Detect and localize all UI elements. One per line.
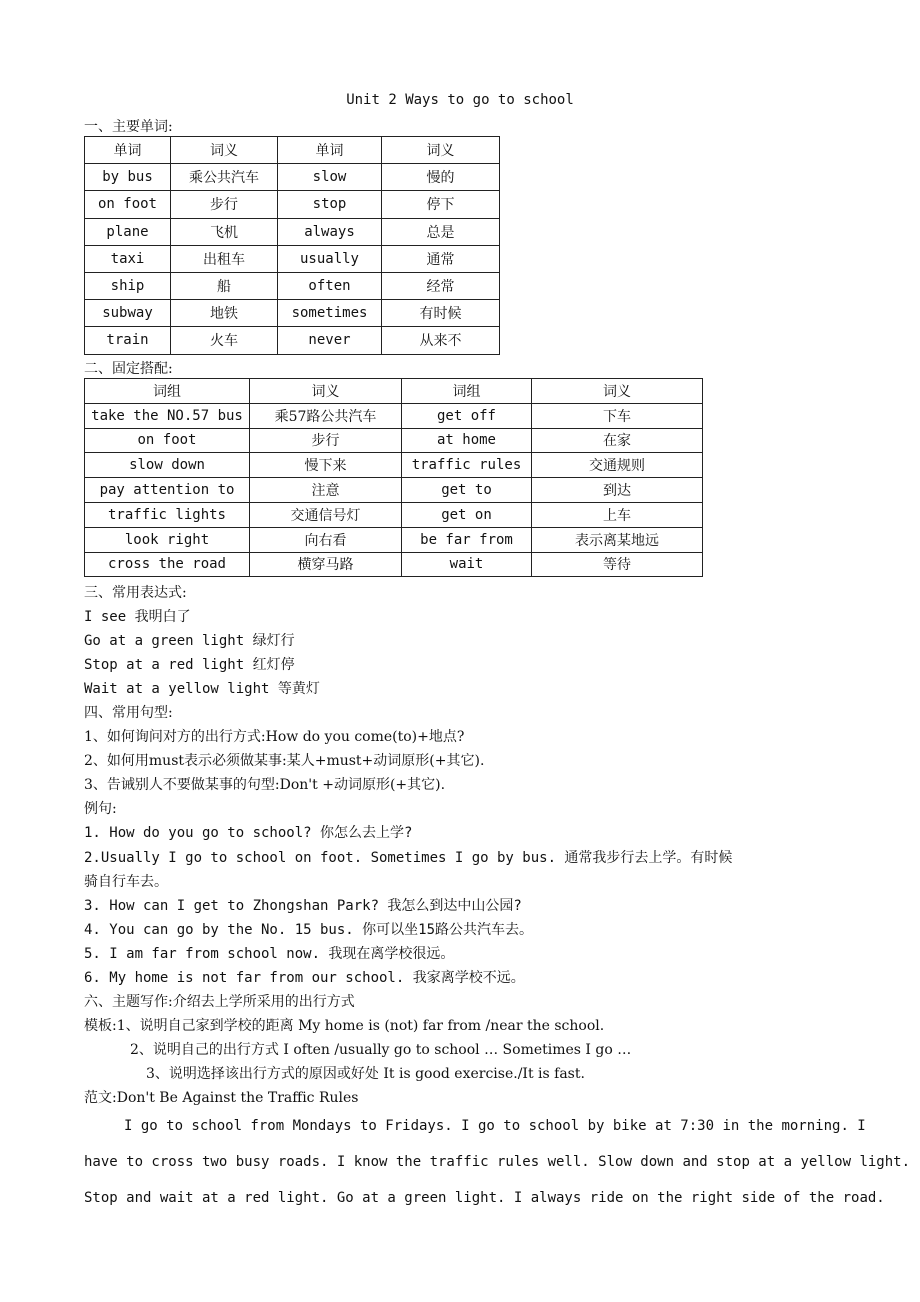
template-line: 3、说明选择该出行方式的原因或好处 It is good exercise./It is fast.: [146, 1066, 585, 1082]
table-cell: 慢下来: [250, 453, 402, 478]
section2-heading: 二、固定搭配:: [84, 361, 173, 377]
page-title: Unit 2 Ways to go to school: [346, 92, 574, 108]
table-cell: 乘57路公共汽车: [250, 403, 402, 428]
table-row: [85, 453, 703, 478]
table-cell: 有时候: [382, 300, 500, 327]
table-cell: 停下: [382, 191, 500, 218]
table-header-cell: 单词: [85, 137, 171, 164]
table-cell: 火车: [171, 327, 278, 354]
template-line: 模板:1、说明自己家到学校的距离 My home is (not) far from /near the school.: [84, 1018, 605, 1034]
table-row: [85, 478, 703, 503]
table-cell: 慢的: [382, 164, 500, 191]
table-row: [85, 327, 500, 354]
sample-paragraph-line: Stop and wait at a red light. Go at a green light. I always ride on the right side of the road.: [84, 1190, 885, 1206]
expression-line: Stop at a red light 红灯停: [84, 657, 295, 673]
table-cell: cross the road: [85, 552, 250, 577]
table-cell: always: [278, 218, 382, 245]
sample-paragraph-line: I go to school from Mondays to Fridays. I go to school by bike at 7:30 in the morning. I: [124, 1118, 866, 1134]
table-cell: 步行: [250, 428, 402, 453]
table-header-cell: 词组: [402, 379, 532, 404]
table-cell: 等待: [532, 552, 703, 577]
example-sentence: 3. How can I get to Zhongshan Park? 我怎么到达中山公园?: [84, 898, 522, 914]
table-cell: stop: [278, 191, 382, 218]
table-cell: take the NO.57 bus: [85, 403, 250, 428]
table-cell: 经常: [382, 272, 500, 299]
table-cell: 注意: [250, 478, 402, 503]
table-header-cell: 词义: [250, 379, 402, 404]
table-cell: 从来不: [382, 327, 500, 354]
table-cell: 横穿马路: [250, 552, 402, 577]
expression-line: Wait at a yellow light 等黄灯: [84, 681, 320, 697]
table-cell: 向右看: [250, 527, 402, 552]
table-row: [85, 164, 500, 191]
table-row: [85, 191, 500, 218]
pattern-line: 3、告诫别人不要做某事的句型:Don't +动词原形(+其它).: [84, 777, 446, 793]
table-cell: 乘公共汽车: [171, 164, 278, 191]
table-cell: 在家: [532, 428, 703, 453]
table-cell: pay attention to: [85, 478, 250, 503]
table-cell: look right: [85, 527, 250, 552]
table-cell: plane: [85, 218, 171, 245]
table-row: [85, 502, 703, 527]
table-cell: 交通信号灯: [250, 502, 402, 527]
table-cell: traffic rules: [402, 453, 532, 478]
table-cell: on foot: [85, 191, 171, 218]
table-header-cell: 词义: [382, 137, 500, 164]
table-cell: sometimes: [278, 300, 382, 327]
section6-heading: 六、主题写作:介绍去上学所采用的出行方式: [84, 994, 355, 1010]
vocab-table: [84, 136, 500, 355]
table-cell: taxi: [85, 245, 171, 272]
table-cell: by bus: [85, 164, 171, 191]
table-row: [85, 245, 500, 272]
section4-heading: 四、常用句型:: [84, 705, 173, 721]
template-line: 2、说明自己的出行方式 I often /usually go to school … Sometimes I go …: [130, 1042, 632, 1058]
table-cell: often: [278, 272, 382, 299]
table-row: [85, 300, 500, 327]
table-header-row: [85, 379, 703, 404]
table-cell: get off: [402, 403, 532, 428]
table-cell: on foot: [85, 428, 250, 453]
table-header-cell: 单词: [278, 137, 382, 164]
table-cell: train: [85, 327, 171, 354]
sample-paragraph-line: have to cross two busy roads. I know the traffic rules well. Slow down and stop at a yellow light.: [84, 1154, 911, 1170]
table-cell: 到达: [532, 478, 703, 503]
table-row: [85, 272, 500, 299]
table-cell: usually: [278, 245, 382, 272]
table-cell: at home: [402, 428, 532, 453]
table-cell: 交通规则: [532, 453, 703, 478]
table-cell: get on: [402, 502, 532, 527]
table-row: [85, 428, 703, 453]
pattern-line: 1、如何询问对方的出行方式:How do you come(to)+地点?: [84, 729, 465, 745]
table-row: [85, 527, 703, 552]
table-cell: 表示离某地远: [532, 527, 703, 552]
table-header-cell: 词义: [532, 379, 703, 404]
table-cell: traffic lights: [85, 502, 250, 527]
sample-title: 范文:Don't Be Against the Traffic Rules: [84, 1090, 359, 1106]
table-cell: ship: [85, 272, 171, 299]
table-cell: get to: [402, 478, 532, 503]
table-row: [85, 218, 500, 245]
table-cell: 通常: [382, 245, 500, 272]
example-sentence: 6. My home is not far from our school. 我家离学校不远。: [84, 970, 525, 986]
expression-line: I see 我明白了: [84, 609, 191, 625]
table-cell: subway: [85, 300, 171, 327]
table-cell: 船: [171, 272, 278, 299]
table-cell: slow down: [85, 453, 250, 478]
table-cell: wait: [402, 552, 532, 577]
example-sentence: 2.Usually I go to school on foot. Sometimes I go by bus. 通常我步行去上学。有时候: [84, 850, 733, 866]
section3-heading: 三、常用表达式:: [84, 585, 187, 601]
example-label: 例句:: [84, 801, 117, 817]
table-cell: slow: [278, 164, 382, 191]
table-cell: 出租车: [171, 245, 278, 272]
example-sentence: 骑自行车去。: [84, 874, 168, 890]
example-sentence: 4. You can go by the No. 15 bus. 你可以坐15路公共汽车去。: [84, 922, 534, 938]
example-sentence: 1. How do you go to school? 你怎么去上学?: [84, 825, 413, 841]
table-cell: 地铁: [171, 300, 278, 327]
example-sentence: 5. I am far from school now. 我现在离学校很远。: [84, 946, 455, 962]
table-cell: be far from: [402, 527, 532, 552]
table-row: [85, 403, 703, 428]
table-row: [85, 552, 703, 577]
table-cell: 上车: [532, 502, 703, 527]
table-cell: 步行: [171, 191, 278, 218]
pattern-line: 2、如何用must表示必须做某事:某人+must+动词原形(+其它).: [84, 753, 485, 769]
table-cell: never: [278, 327, 382, 354]
table-header-cell: 词义: [171, 137, 278, 164]
section1-heading: 一、主要单词:: [84, 119, 173, 135]
table-header-row: [85, 137, 500, 164]
expression-line: Go at a green light 绿灯行: [84, 633, 295, 649]
table-cell: 下车: [532, 403, 703, 428]
table-cell: 飞机: [171, 218, 278, 245]
phrase-table: [84, 378, 703, 577]
table-cell: 总是: [382, 218, 500, 245]
table-header-cell: 词组: [85, 379, 250, 404]
